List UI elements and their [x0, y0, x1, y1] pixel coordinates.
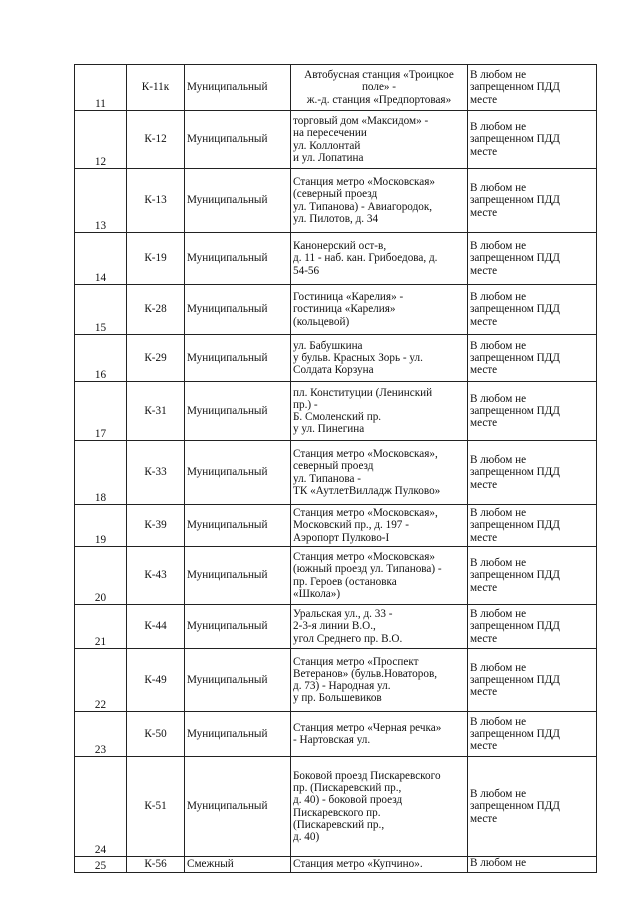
route-line: ул. Коллонтай — [293, 139, 361, 152]
row-number: 17 — [75, 382, 127, 441]
route-type: Муниципальный — [185, 169, 291, 233]
table-row — [75, 382, 597, 441]
route-line: (южный проезд ул. Типанова) - — [293, 563, 442, 576]
stop-rule — [468, 505, 597, 547]
route-line: Солдата Корзуна — [293, 364, 374, 377]
stop-rule-line: месте — [470, 417, 498, 430]
row-number: 24 — [75, 757, 127, 857]
route-line: гостиница «Карелия» — [293, 303, 396, 316]
route-code: К-31 — [127, 382, 185, 441]
stop-rule-line: месте — [470, 364, 498, 377]
route-path — [291, 169, 468, 233]
table-row — [75, 65, 597, 111]
stop-rule-line: месте — [470, 264, 498, 277]
route-line: д. 73) - Народная ул. — [293, 680, 391, 692]
stop-rule — [468, 441, 597, 505]
route-line: (кольцевой) — [293, 315, 350, 328]
stop-rule-line: запрещенном ПДД — [470, 727, 560, 740]
route-line: Станция метро «Московская» — [293, 551, 435, 564]
route-code: К-11к — [127, 65, 185, 111]
route-line: 2-3-я линии В.О., — [293, 620, 376, 633]
stop-rule-line: запрещенном ПДД — [470, 252, 560, 265]
stop-rule — [468, 65, 597, 111]
route-code: К-33 — [127, 441, 185, 505]
route-type: Муниципальный — [185, 505, 291, 547]
row-number: 19 — [75, 505, 127, 547]
stop-rule-line: месте — [470, 315, 498, 328]
row-number: 23 — [75, 712, 127, 757]
stop-rule — [468, 111, 597, 169]
route-line: ул. Типанова - — [293, 472, 361, 485]
route-line: - Нартовская ул. — [293, 734, 371, 746]
route-type: Муниципальный — [185, 111, 291, 169]
table-row — [75, 441, 597, 505]
row-number: 25 — [75, 857, 127, 873]
route-line: у пр. Большевиков — [293, 692, 382, 705]
route-path — [291, 712, 468, 757]
stop-rule-line: запрещенном ПДД — [470, 569, 560, 582]
route-line: поле» - — [361, 81, 397, 94]
route-path — [291, 441, 468, 505]
stop-rule — [468, 547, 597, 605]
route-code: К-49 — [127, 649, 185, 712]
stop-rule-line: В любом не — [470, 857, 527, 869]
table-row — [75, 757, 597, 857]
stop-rule-line: запрещенном ПДД — [470, 81, 560, 94]
stop-rule — [468, 757, 597, 857]
route-type: Муниципальный — [185, 285, 291, 335]
stop-rule — [468, 712, 597, 757]
route-line: Пискаревского пр. — [293, 806, 381, 819]
route-type: Муниципальный — [185, 441, 291, 505]
stop-rule-line: месте — [470, 531, 498, 544]
route-line: д. 40) — [293, 830, 320, 843]
stop-rule-line: В любом не — [470, 291, 527, 304]
row-number: 11 — [75, 65, 127, 111]
stop-rule — [468, 335, 597, 382]
stop-rule — [468, 169, 597, 233]
stop-rule-line: В любом не — [470, 608, 527, 621]
table-row — [75, 605, 597, 649]
stop-rule-line: месте — [470, 145, 498, 158]
route-line: пр. (Пискаревский пр., — [293, 782, 402, 795]
route-path — [291, 111, 468, 169]
route-path — [291, 547, 468, 605]
stop-rule-line: месте — [470, 740, 498, 753]
route-line: Гостиница «Карелия» - — [293, 291, 404, 304]
row-number: 22 — [75, 649, 127, 712]
route-code: К-12 — [127, 111, 185, 169]
route-line: Уральская ул., д. 33 - — [293, 608, 393, 621]
stop-rule-line: запрещенном ПДД — [470, 466, 560, 479]
stop-rule-line: месте — [470, 581, 498, 594]
row-number: 18 — [75, 441, 127, 505]
row-number: 14 — [75, 233, 127, 285]
route-line: (Пискаревский пр., — [293, 818, 385, 831]
route-path — [291, 857, 468, 873]
stop-rule-line: В любом не — [470, 661, 527, 674]
stop-rule — [468, 605, 597, 649]
route-line: Б. Смоленский пр. — [293, 411, 382, 423]
route-type: Муниципальный — [185, 382, 291, 441]
route-path — [291, 382, 468, 441]
stop-rule-line: В любом не — [470, 454, 527, 467]
stop-rule-line: В любом не — [470, 392, 527, 405]
row-number: 20 — [75, 547, 127, 605]
stop-rule-line: В любом не — [470, 507, 527, 520]
route-code: К-39 — [127, 505, 185, 547]
table-row — [75, 111, 597, 169]
table-row — [75, 649, 597, 712]
route-type: Муниципальный — [185, 335, 291, 382]
route-code: К-56 — [127, 857, 185, 873]
row-number: 21 — [75, 605, 127, 649]
row-number: 13 — [75, 169, 127, 233]
route-line: торговый дом «Максидом» - — [293, 115, 429, 128]
stop-rule-line: запрещенном ПДД — [470, 519, 560, 532]
route-line: Боковой проезд Пискаревского — [293, 769, 441, 782]
route-line: Станция метро «Купчино». — [293, 858, 423, 871]
stop-rule-line: запрещенном ПДД — [470, 303, 560, 316]
route-code: К-19 — [127, 233, 185, 285]
table-row — [75, 547, 597, 605]
route-path — [291, 505, 468, 547]
route-type: Муниципальный — [185, 65, 291, 111]
stop-rule-line: В любом не — [470, 715, 527, 728]
stop-rule-line: месте — [470, 686, 498, 699]
table-row — [75, 505, 597, 547]
stop-rule-line: В любом не — [470, 240, 527, 253]
route-path — [291, 335, 468, 382]
route-line: (северный проезд — [293, 188, 378, 201]
stop-rule-line: запрещенном ПДД — [470, 620, 560, 633]
route-code: К-51 — [127, 757, 185, 857]
route-type: Смежный — [185, 857, 291, 873]
route-path — [291, 649, 468, 712]
route-line: Московский пр., д. 197 - — [293, 519, 409, 532]
route-line: Аэропорт Пулково-I — [293, 531, 390, 544]
stop-rule — [468, 285, 597, 335]
route-line: Ветеранов» (бульв.Новаторов, — [293, 667, 438, 680]
route-line: Станция метро «Проспект — [293, 655, 419, 668]
stop-rule-line: В любом не — [470, 788, 527, 801]
route-line: ул. Бабушкина — [293, 339, 363, 352]
route-type: Муниципальный — [185, 712, 291, 757]
routes-table — [74, 64, 597, 873]
route-code: К-29 — [127, 335, 185, 382]
stop-rule-line: месте — [470, 206, 498, 219]
route-line: «Школа») — [293, 587, 341, 600]
stop-rule — [468, 649, 597, 712]
table-row — [75, 285, 597, 335]
stop-rule — [468, 382, 597, 441]
table-row — [75, 233, 597, 285]
route-line: северный проезд — [293, 460, 374, 473]
route-line: Станция метро «Московская», — [293, 507, 438, 520]
route-line: Канонерский ост-в, — [293, 240, 387, 253]
stop-rule-line: В любом не — [470, 182, 527, 195]
stop-rule-line: месте — [470, 632, 498, 645]
route-path — [291, 65, 468, 111]
route-line: и ул. Лопатина — [293, 151, 364, 164]
stop-rule-line: запрещенном ПДД — [470, 404, 560, 417]
table-row — [75, 712, 597, 757]
route-path — [291, 757, 468, 857]
route-line: на пересечении — [293, 127, 367, 140]
route-path — [291, 285, 468, 335]
table-row — [75, 857, 597, 873]
route-line: пр.) - — [293, 398, 318, 411]
route-code: К-28 — [127, 285, 185, 335]
route-code: К-44 — [127, 605, 185, 649]
route-path — [291, 233, 468, 285]
row-number: 15 — [75, 285, 127, 335]
table-row — [75, 335, 597, 382]
stop-rule-line: В любом не — [470, 121, 527, 134]
route-path — [291, 605, 468, 649]
stop-rule-line: В любом не — [470, 339, 527, 352]
route-line: д. 40) - боковой проезд — [293, 794, 403, 807]
route-code: К-50 — [127, 712, 185, 757]
route-code: К-43 — [127, 547, 185, 605]
stop-rule-line: запрещенном ПДД — [470, 133, 560, 146]
route-line: Станция метро «Московская» — [293, 176, 435, 189]
stop-rule — [468, 233, 597, 285]
route-line: пр. Героев (остановка — [293, 575, 397, 588]
route-line: Станция метро «Московская», — [293, 448, 438, 461]
stop-rule-line: В любом не — [470, 557, 527, 570]
route-type: Муниципальный — [185, 605, 291, 649]
route-line: д. 11 - наб. кан. Грибоедова, д. — [293, 252, 438, 265]
route-line: ул. Типанова) - Авиагородок, — [293, 200, 433, 213]
stop-rule-line: запрещенном ПДД — [470, 673, 560, 686]
stop-rule-line: В любом не — [470, 69, 527, 82]
route-line: у бульв. Красных Зорь - ул. — [293, 351, 423, 364]
table-row — [75, 169, 597, 233]
route-line: у ул. Пинегина — [293, 423, 365, 436]
route-type: Муниципальный — [185, 757, 291, 857]
route-code: К-13 — [127, 169, 185, 233]
route-type: Муниципальный — [185, 547, 291, 605]
stop-rule-line: месте — [470, 93, 498, 106]
route-line: ТК «АутлетВилладж Пулково» — [293, 484, 441, 497]
stop-rule-line: месте — [470, 812, 498, 825]
stop-rule-line: запрещенном ПДД — [470, 351, 560, 364]
route-line: пл. Конституции (Ленинский — [293, 386, 433, 399]
stop-rule-line: запрещенном ПДД — [470, 194, 560, 207]
route-line: 54-56 — [293, 264, 320, 277]
route-line: Автобусная станция «Троицкое — [304, 69, 454, 82]
route-type: Муниципальный — [185, 649, 291, 712]
stop-rule-line: запрещенном ПДД — [470, 800, 560, 813]
route-line: ул. Пилотов, д. 34 — [293, 212, 379, 225]
route-line: угол Среднего пр. В.О. — [293, 632, 403, 645]
route-type: Муниципальный — [185, 233, 291, 285]
stop-rule — [468, 857, 597, 873]
row-number: 16 — [75, 335, 127, 382]
route-line: ж.-д. станция «Предпортовая» — [306, 93, 452, 106]
route-line: Станция метро «Черная речка» — [293, 721, 442, 734]
row-number: 12 — [75, 111, 127, 169]
stop-rule-line: месте — [470, 478, 498, 491]
